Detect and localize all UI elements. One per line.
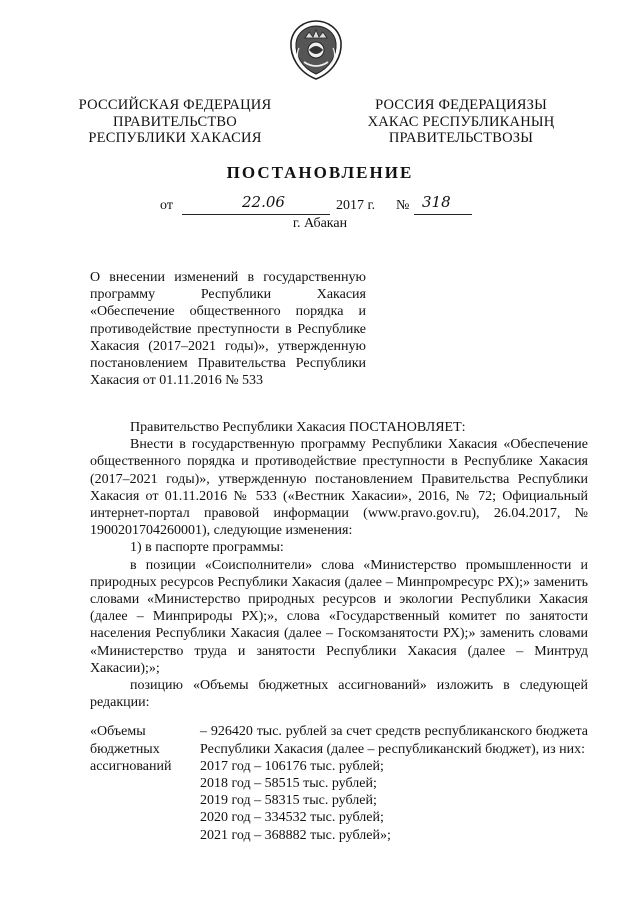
date-from-label: от xyxy=(160,198,173,213)
body-paragraph: позицию «Объемы бюджетных ассигнований» изложить в следующей редакции: xyxy=(90,678,588,711)
handwritten-date: 22.06 xyxy=(242,193,285,211)
budget-year-line: 2019 год – 58315 тыс. рублей; xyxy=(200,793,377,809)
budget-year-line: 2021 год – 368882 тыс. рублей»; xyxy=(200,827,391,843)
budget-allocations-text xyxy=(200,723,588,843)
budget-year-line: 2020 год – 334532 тыс. рублей; xyxy=(200,810,384,826)
header-right-line: РОССИЯ ФЕДЕРАЦИЯЗЫ xyxy=(375,97,547,113)
header-left-line: РЕСПУБЛИКИ ХАКАСИЯ xyxy=(88,130,262,146)
body-paragraph: Внести в государственную программу Республики Хакасия «Обеспечение общественного порядка и противодействие преступности в Республике Хакасия (2017–2021 годы)», утвержденную постановлением Правительства Республики Хакасия от 01.11.2016 № 533 («Вестник Хакасии», 2016, № 72; Официальный интернет-портал правовой информации (www.pravo.gov.ru), 26.04.2017, № 1900201704260001), следующие изменения: xyxy=(90,437,588,539)
date-year: 2017 г. xyxy=(336,198,376,213)
document-subject: О внесении изменений в государственную программу Республики Хакасия «Обеспечение общественного порядка и противодействие преступности в Республике Хакасия (2017–2021 годы)», утвержденную постановлением Правительства Республики Хакасия от 01.11.2016 № 533 xyxy=(90,270,366,389)
header-right xyxy=(356,97,566,147)
budget-year-line: 2017 год – 106176 тыс. рублей; xyxy=(200,758,384,774)
city: г. Абакан xyxy=(292,216,348,231)
header-left-line: ПРАВИТЕЛЬСТВО xyxy=(113,113,237,130)
header-left-line: РОССИЙСКАЯ ФЕДЕРАЦИЯ xyxy=(78,97,272,113)
header-right-line: ПРАВИТЕЛЬСТВОЗЫ xyxy=(388,130,534,146)
coat-of-arms-icon xyxy=(287,18,345,82)
budget-allocations-row xyxy=(90,723,588,843)
body-paragraph: в позиции «Соисполнители» слова «Министерство промышленности и природных ресурсов Республики Хакасия (далее – Минпромресурс РХ);» заменить словами «Министерство природных ресурсов и экологии Республики Хакасия (далее – Минприроды РХ);», слова «Государственный комитет по занятости населения Республики Хакасия (далее – Госкомзанятости РХ);» заменить словами «Министерство труда и занятости Республики Хакасия (далее – Минтруд Хакасии);»; xyxy=(90,557,588,676)
header-left xyxy=(70,97,280,147)
body-paragraph: 1) в паспорте программы: xyxy=(130,540,284,556)
budget-year-line: 2018 год – 58515 тыс. рублей; xyxy=(200,776,377,792)
document-title: ПОСТАНОВЛЕНИЕ xyxy=(226,163,414,182)
budget-allocations-intro: – 926420 тыс. рублей за счет средств республиканского бюджета Республики Хакасия (далее – республиканский бюджет), из них: xyxy=(200,724,588,757)
budget-allocations-label: «Объемы бюджетных ассигнований xyxy=(90,724,172,774)
document-body xyxy=(90,419,588,844)
body-paragraph: Правительство Республики Хакасия ПОСТАНОВЛЯЕТ: xyxy=(130,420,466,435)
date-number-line xyxy=(160,193,500,218)
number-label: № xyxy=(396,198,410,213)
handwritten-number: 318 xyxy=(422,193,451,211)
header-right-line: ХАКАС РЕСПУБЛИКАНЫҢ xyxy=(367,113,555,130)
